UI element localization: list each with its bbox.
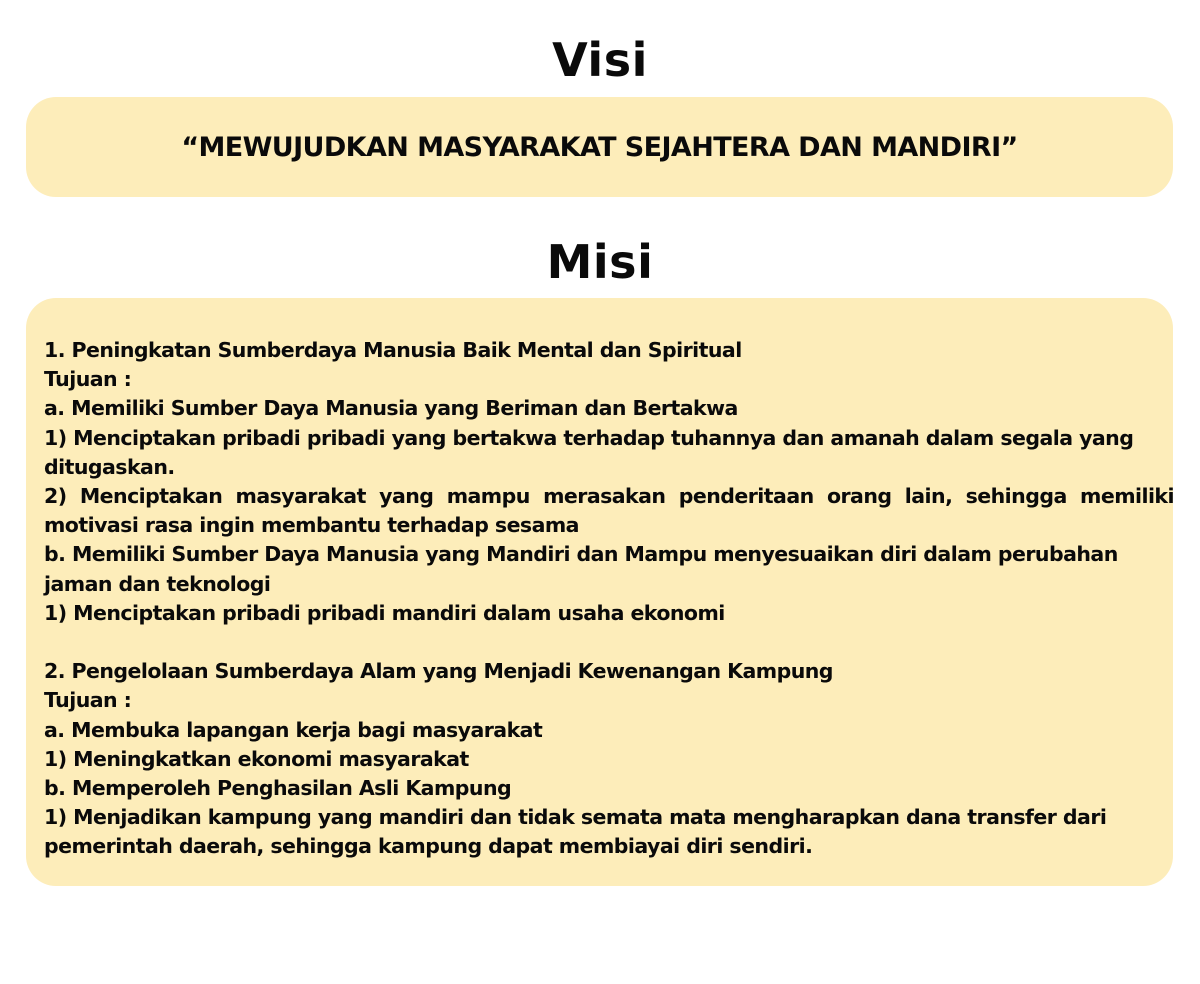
misi-line: b. Memiliki Sumber Daya Manusia yang Mandiri dan Mampu menyesuaikan diri dalam perubahan (44, 542, 1118, 567)
misi-line: jaman dan teknologi (44, 571, 271, 596)
misi-line: b. Memperoleh Penghasilan Asli Kampung (44, 776, 512, 801)
misi-line: a. Membuka lapangan kerja bagi masyarakat (44, 717, 543, 742)
misi-line: 1) Menjadikan kampung yang mandiri dan tidak semata mata mengharapkan dana transfer dari (44, 805, 1107, 830)
misi-blank-line (44, 628, 1174, 657)
misi-line: 1) Meningkatkan ekonomi masyarakat (44, 746, 469, 771)
misi-line: Tujuan : (44, 688, 132, 713)
misi-line: 2) Menciptakan masyarakat yang mampu merasakan penderitaan orang lain, sehingga memiliki (44, 484, 1174, 509)
misi-line: 1. Peningkatan Sumberdaya Manusia Baik Mental dan Spiritual (44, 338, 742, 362)
misi-line: Tujuan : (44, 367, 132, 392)
misi-line: pemerintah daerah, sehingga kampung dapat membiayai diri sendiri. (44, 834, 813, 859)
misi-line: 1) Menciptakan pribadi pribadi mandiri dalam usaha ekonomi (44, 600, 725, 625)
misi-list (44, 336, 1174, 862)
misi-heading: Misi (546, 235, 654, 289)
visi-statement: “MEWUJUDKAN MASYARAKAT SEJAHTERA DAN MANDIRI” (181, 131, 1018, 163)
misi-line: a. Memiliki Sumber Daya Manusia yang Beriman dan Bertakwa (44, 396, 738, 421)
misi-line: 1) Menciptakan pribadi pribadi yang bertakwa terhadap tuhannya dan amanah dalam segala yang (44, 425, 1134, 450)
misi-line: motivasi rasa ingin membantu terhadap sesama (44, 513, 579, 538)
visi-card (26, 97, 1173, 197)
misi-line: 2. Pengelolaan Sumberdaya Alam yang Menjadi Kewenangan Kampung (44, 659, 833, 684)
misi-card (26, 298, 1173, 886)
misi-line: ditugaskan. (44, 454, 175, 479)
visi-heading: Visi (552, 33, 648, 87)
